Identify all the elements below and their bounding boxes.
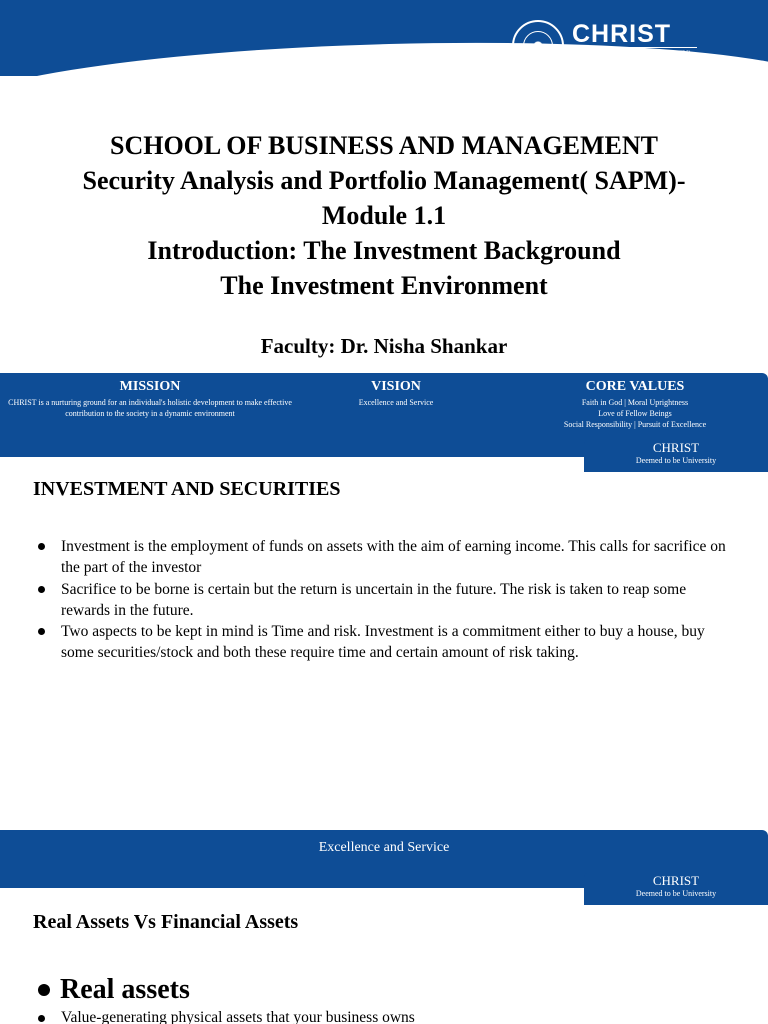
christ-footer-tab [584,440,768,472]
school-title: SCHOOL OF BUSINESS AND MANAGEMENT [109,131,659,160]
university-seal-icon [512,20,564,72]
main-bullet [38,972,190,1008]
footer-tagline: Excellence and Service [318,840,450,855]
faculty-name: Faculty: Dr. Nisha Shankar [260,334,508,358]
vision-section [320,377,472,408]
logo-name: CHRIST [572,20,672,48]
mission-heading: MISSION [119,379,181,394]
slide2-heading: INVESTMENT AND SECURITIES [33,478,341,500]
sub-bullet: Value-generating physical assets that your business owns [38,1008,415,1024]
slide2-bullet-list [38,536,738,664]
core-value-line: Love of Fellow Beings [598,409,672,418]
slide3-heading: Real Assets Vs Financial Assets [33,911,299,933]
core-value-line: Faith in God | Moral Uprightness [581,398,689,407]
vision-text: Excellence and Service [358,398,434,407]
christ-footer-tab [584,873,768,905]
intro-title: Introduction: The Investment Background [147,236,621,265]
christ-tab-name: CHRIST [652,440,700,455]
core-values-heading: CORE VALUES [585,379,685,394]
module-title: Module 1.1 [321,201,447,230]
christ-tab-sub: Deemed to be University [635,889,717,898]
header-banner [0,0,768,86]
christ-tab-sub: Deemed to be University [635,456,717,465]
list-item: Two aspects to be kept in mind is Time and risk. Investment is a commitment either to buy a house, buy some securities/stock and both these require time and certain amount of risk taking. [38,621,738,664]
vision-heading: VISION [371,379,421,394]
environment-title: The Investment Environment [220,271,548,300]
university-logo [512,20,697,72]
bullet-dot-icon [38,984,50,996]
christ-tab-name: CHRIST [652,873,700,888]
course-title: Security Analysis and Portfolio Management( SAPM)- [82,166,686,195]
mission-text: CHRIST is a nurturing ground for an individual's holistic development to make effective contribution to the society in a dynamic environment [8,398,292,418]
logo-subtitle: (DEEMED TO BE UNIVERSITY) [572,47,697,60]
list-item: Sacrifice to be borne is certain but the return is uncertain in the future. The risk is taken to reap some rewards in the future. [38,579,738,622]
slide1-title-block [0,128,768,303]
logo-location: BANGALORE · INDIA [572,61,697,70]
main-bullet-text: Real assets [60,974,190,1005]
core-values-section [540,377,730,430]
list-item: Investment is the employment of funds on assets with the aim of earning income. This calls for sacrifice on the part of the investor [38,536,738,579]
mission-section [0,377,300,419]
core-value-line: Social Responsibility | Pursuit of Excellence [563,420,707,429]
